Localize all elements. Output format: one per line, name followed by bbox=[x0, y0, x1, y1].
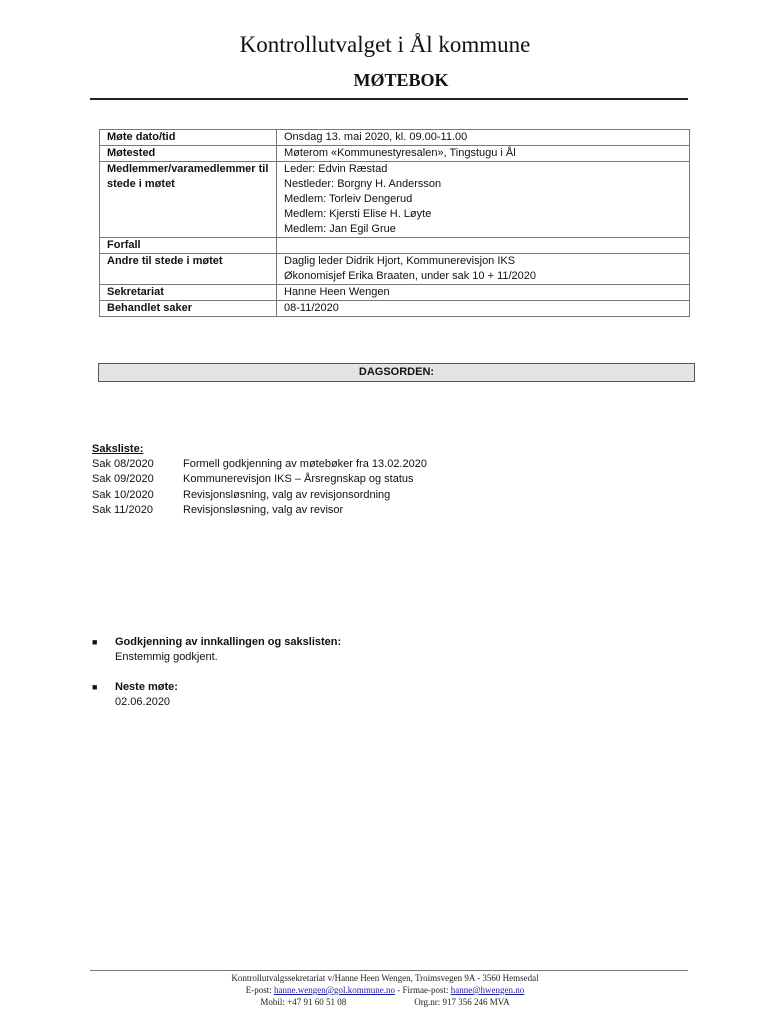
table-row bbox=[100, 301, 690, 317]
table-row bbox=[100, 146, 690, 162]
bullet-icon: ■ bbox=[92, 682, 98, 692]
case-list-heading: Saksliste: bbox=[92, 443, 144, 455]
approval-section bbox=[92, 635, 341, 666]
firm-email-label: Firmae-post: bbox=[402, 985, 449, 995]
document-subtitle: MØTEBOK bbox=[353, 70, 449, 90]
email-link[interactable]: hanne.wengen@gol.kommune.no bbox=[273, 985, 395, 995]
row-label: Forfall bbox=[100, 238, 277, 254]
row-value bbox=[277, 130, 690, 146]
case-number: Sak 11/2020 bbox=[92, 503, 153, 516]
value-line: Medlem: Torleiv Dengerud bbox=[284, 193, 413, 205]
value-line: Hanne Heen Wengen bbox=[284, 286, 390, 298]
row-value bbox=[277, 238, 690, 254]
footer bbox=[0, 972, 770, 1008]
footer-address: Kontrollutvalgssekretariat v/Hanne Heen Wengen, Troimsvegen 9A - 3560 Hemsedal bbox=[231, 973, 539, 983]
firm-email-link[interactable]: hanne@hwengen.no bbox=[450, 985, 525, 995]
row-label: Medlemmer/varamedlemmer til stede i møtet bbox=[100, 162, 277, 238]
header-divider bbox=[90, 98, 688, 100]
row-label: Møte dato/tid bbox=[100, 130, 277, 146]
separator: - bbox=[397, 985, 401, 995]
value-line: Medlem: Jan Egil Grue bbox=[284, 223, 396, 235]
bullet-icon: ■ bbox=[92, 637, 98, 647]
value-line: Daglig leder Didrik Hjort, Kommunerevisjon IKS bbox=[284, 255, 516, 267]
row-label: Møtested bbox=[100, 146, 277, 162]
value-line: Medlem: Kjersti Elise H. Løyte bbox=[284, 208, 432, 220]
list-item bbox=[92, 457, 427, 472]
org-number: Org.nr: 917 356 246 MVA bbox=[414, 997, 510, 1007]
list-item bbox=[92, 472, 427, 487]
value-line: Onsdag 13. mai 2020, kl. 09.00-11.00 bbox=[284, 131, 468, 143]
row-value bbox=[277, 162, 690, 238]
row-label: Andre til stede i møtet bbox=[100, 254, 277, 285]
footer-contact-line bbox=[0, 984, 770, 996]
case-title: Revisjonsløsning, valg av revisor bbox=[183, 503, 344, 516]
case-title: Formell godkjenning av møtebøker fra 13.02.2020 bbox=[183, 458, 427, 470]
value-line bbox=[284, 238, 682, 253]
approval-title: Godkjenning av innkallingen og sakslisten: bbox=[115, 636, 342, 648]
next-meeting-date: 02.06.2020 bbox=[115, 696, 171, 709]
next-meeting-section bbox=[92, 680, 178, 711]
case-number: Sak 08/2020 bbox=[92, 458, 154, 470]
table-row bbox=[100, 285, 690, 301]
row-value bbox=[277, 285, 690, 301]
approval-text: Enstemmig godkjent. bbox=[115, 651, 218, 664]
value-line: Økonomisjef Erika Braaten, under sak 10 + 11/2020 bbox=[284, 270, 537, 282]
case-title: Kommunerevisjon IKS – Årsregnskap og status bbox=[183, 473, 414, 486]
case-list bbox=[92, 457, 427, 518]
table-row bbox=[100, 238, 690, 254]
mobile-number: Mobil: +47 91 60 51 08 bbox=[260, 997, 347, 1007]
footer-phone-line bbox=[0, 996, 770, 1008]
list-item bbox=[92, 488, 427, 503]
value-line: 08-11/2020 bbox=[284, 302, 339, 314]
table-row bbox=[100, 162, 690, 238]
meeting-info-table bbox=[99, 129, 690, 317]
row-label: Behandlet saker bbox=[100, 301, 277, 317]
case-number: Sak 09/2020 bbox=[92, 473, 154, 486]
agenda-heading: DAGSORDEN: bbox=[98, 363, 695, 382]
row-label: Sekretariat bbox=[100, 285, 277, 301]
table-row bbox=[100, 254, 690, 285]
email-label: E-post: bbox=[245, 985, 272, 995]
value-line: Nestleder: Borgny H. Andersson bbox=[284, 178, 442, 190]
row-value bbox=[277, 254, 690, 285]
row-value bbox=[277, 301, 690, 317]
value-line: Leder: Edvin Ræstad bbox=[284, 163, 388, 175]
table-row bbox=[100, 130, 690, 146]
list-item bbox=[92, 503, 427, 518]
case-title: Revisjonsløsning, valg av revisjonsordning bbox=[183, 488, 391, 501]
next-meeting-title: Neste møte: bbox=[115, 681, 178, 693]
case-number: Sak 10/2020 bbox=[92, 488, 154, 501]
row-value bbox=[277, 146, 690, 162]
document-title: Kontrollutvalget i Ål kommune bbox=[239, 32, 531, 57]
footer-divider bbox=[90, 970, 688, 971]
value-line: Møterom «Kommunestyresalen», Tingstugu i Ål bbox=[284, 147, 516, 159]
